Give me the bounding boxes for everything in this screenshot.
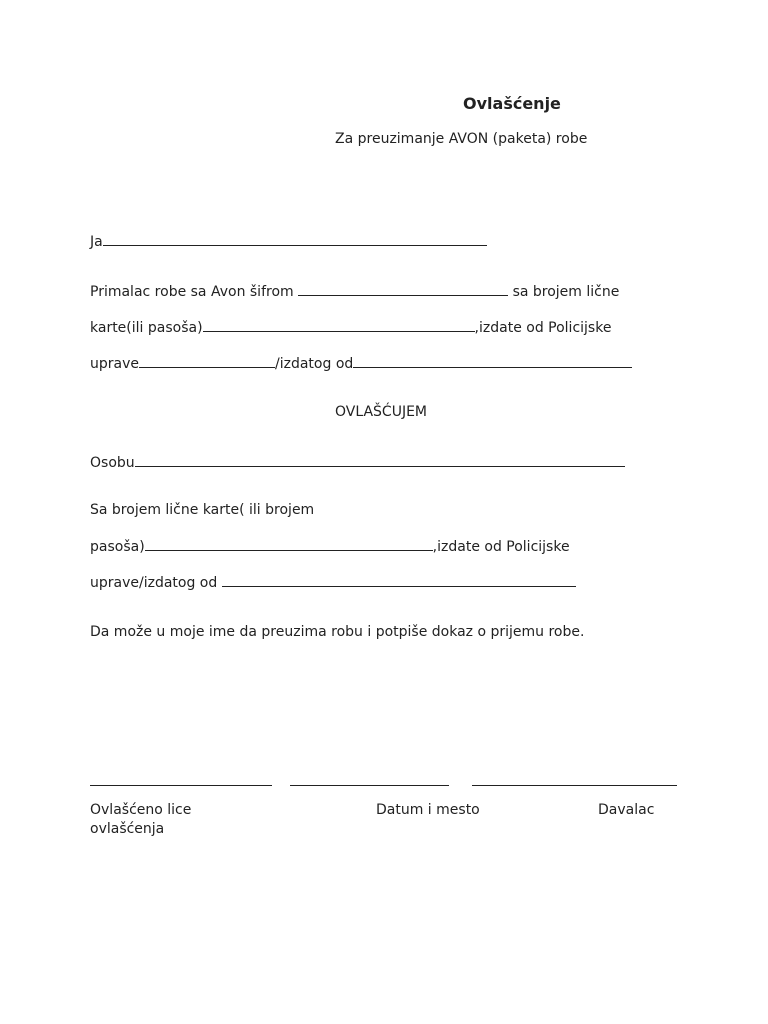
field-person-blank (135, 453, 625, 467)
field-uprave2-label: uprave/izdatog od (90, 575, 218, 591)
field-osobu (90, 453, 625, 472)
signature-line-authorized (90, 785, 272, 786)
field-karte-label: karte(ili pasoša) (90, 320, 203, 336)
field-sa-brojem: Sa brojem lične karte( ili brojem (90, 502, 315, 518)
field-issued2-blank (222, 573, 576, 587)
field-karte (90, 318, 611, 337)
field-ja-label: Ja (90, 234, 103, 250)
field-osobu-label: Osobu (90, 455, 135, 471)
field-police-blank (139, 354, 275, 368)
signature-line-date (290, 785, 449, 786)
field-pasosa (90, 537, 570, 556)
field-primalac-label: Primalac robe sa Avon šifrom (90, 284, 294, 300)
label-grantor-suffix: ovlašćenja (90, 821, 165, 837)
label-authorized-person: Ovlašćeno lice (90, 802, 192, 818)
field-pasosa-tail: ,izdate od Policijske (432, 539, 570, 555)
field-issued-blank (353, 354, 632, 368)
field-id-number-blank (203, 318, 475, 332)
authorization-statement: Da može u moje ime da preuzima robu i potpiše dokaz o prijemu robe. (90, 624, 585, 640)
ovlascujem-heading: OVLAŠĆUJEM (335, 404, 428, 420)
field-uprave2 (90, 573, 576, 592)
field-avon-code-blank (298, 282, 508, 296)
field-izdatog-label: /izdatog od (275, 356, 354, 372)
label-grantor: Davalac (598, 802, 655, 818)
field-uprave (90, 354, 632, 373)
field-karte-tail: ,izdate od Policijske (474, 320, 612, 336)
label-date-place: Datum i mesto (376, 802, 480, 818)
field-primalac (90, 282, 619, 301)
field-pasosa-label: pasoša) (90, 539, 145, 555)
document-subtitle: Za preuzimanje AVON (paketa) robe (335, 131, 588, 147)
document-title: Ovlašćenje (463, 94, 561, 113)
field-ja (90, 232, 487, 251)
field-passport-blank (145, 537, 433, 551)
field-ja-blank (103, 232, 487, 246)
field-primalac-tail: sa brojem lične (512, 284, 620, 300)
field-uprave-label: uprave (90, 356, 139, 372)
signature-line-grantor (472, 785, 677, 786)
